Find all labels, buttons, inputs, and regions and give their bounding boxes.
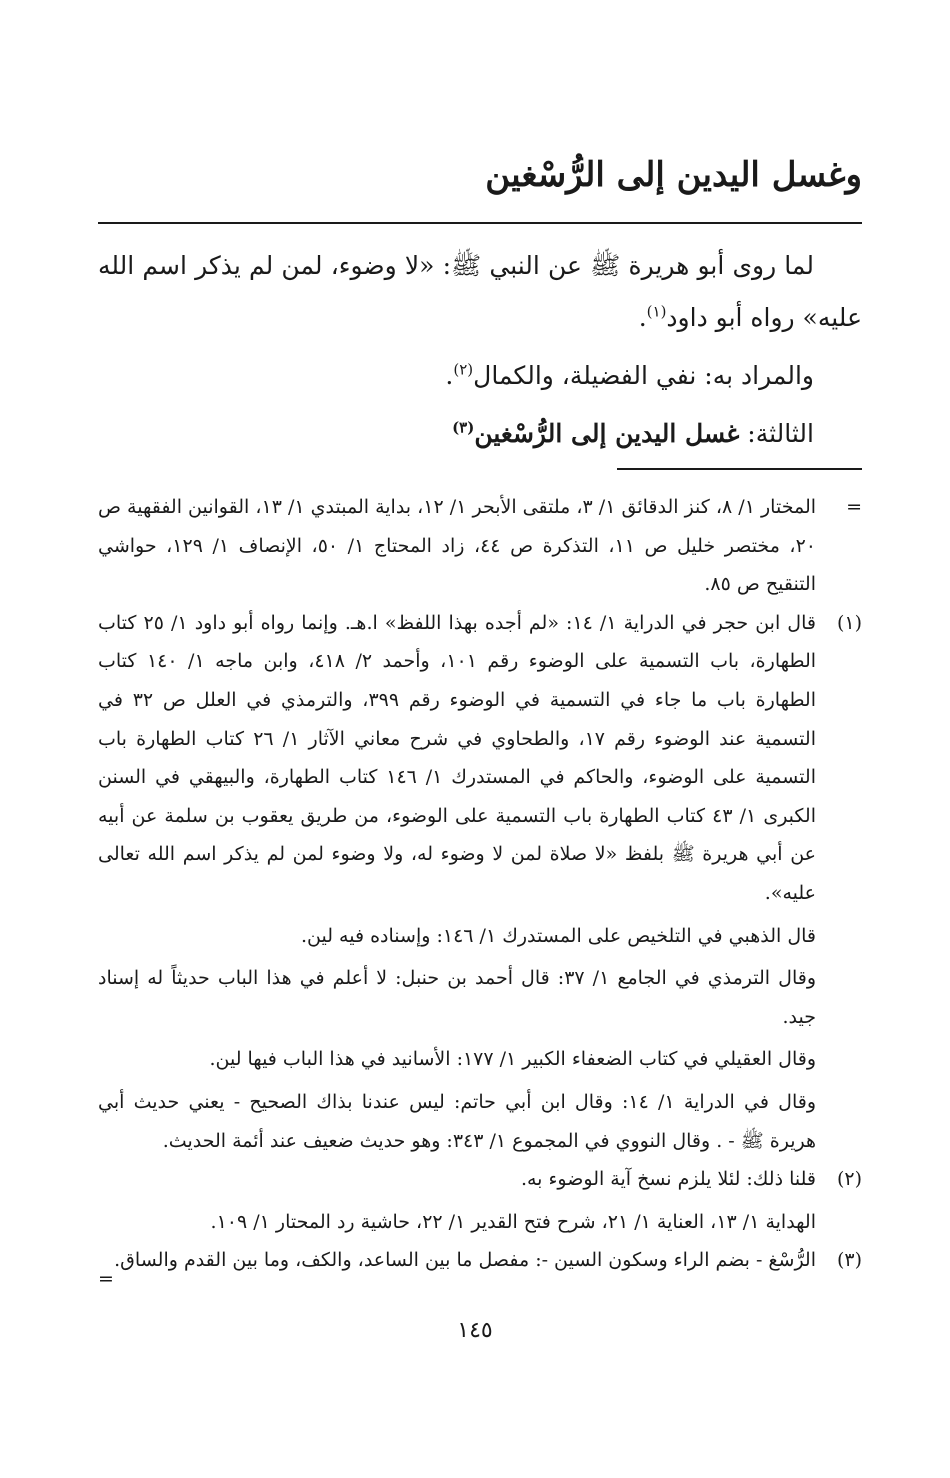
footnote-3-number: (٣) xyxy=(836,1249,862,1272)
footnote-3 xyxy=(98,1241,862,1280)
footnote-1-number: (١) xyxy=(836,611,862,634)
footnote-ref-3[interactable]: (٣) xyxy=(452,418,475,437)
footnote-ref-2[interactable]: (٢) xyxy=(453,360,474,379)
footnote-1-dirayah: وقال في الدراية ١/ ١٤: وقال ابن أبي حاتم: ليس عندنا بذاك الصحيح - يعني حديث أبي هريرة ﷺ - . وقال النووي في المجموع ١/ ٣٤٣: وهو حديث ضعيف عند أئمة الحديث. xyxy=(98,1090,816,1152)
section-ordinal: الثالثة: xyxy=(739,419,814,448)
footnote-separator xyxy=(617,468,862,470)
section-heading-third xyxy=(98,408,862,460)
footnote-2 xyxy=(98,1160,862,1241)
continuation-marker: = xyxy=(846,496,862,518)
footnote-2-text: قلنا ذلك: لئلا يلزم نسخ آية الوضوء به. xyxy=(520,1168,816,1191)
main-text xyxy=(98,240,862,466)
continues-next-page-marker: = xyxy=(98,1268,114,1290)
footnote-1-tirmidhi: وقال الترمذي في الجامع ١/ ٣٧: قال أحمد بن حنبل: لا أعلم في هذا الباب حديثاً له إسناد جيد. xyxy=(98,967,816,1028)
footnote-1-dhahabi: قال الذهبي في التلخيص على المستدرك ١/ ١٤٦: وإسناده فيه لين. xyxy=(300,924,816,947)
footnote-2-number: (٢) xyxy=(836,1168,862,1191)
footnote-3-text: الرُّسْغ - بضم الراء وسكون السين -: مفصل ما بين الساعد، والكف، وما بين القدم والساق. xyxy=(114,1249,816,1272)
page-number: ١٤٥ xyxy=(457,1318,493,1343)
footnote-2-sources: الهداية ١/ ١٣، العناية ١/ ٢١، شرح فتح القدير ١/ ٢٢، حاشية رد المحتار ١/ ١٠٩. xyxy=(210,1210,816,1233)
footnote-1 xyxy=(98,604,862,1160)
running-header-title: وغسل اليدين إلى الرُّسْغين xyxy=(485,155,862,195)
meaning-text: والمراد به: نفي الفضيلة، والكمال xyxy=(473,361,814,390)
footnotes-section xyxy=(98,488,862,1280)
hadith-text: لما روى أبو هريرة ﷺ عن النبي ﷺ: «لا وضوء، لمن لم يذكر اسم الله عليه» رواه أبو داود xyxy=(98,251,862,332)
main-paragraph-meaning: والمراد به: نفي الفضيلة، والكمال$^{(٢)}$. xyxy=(445,360,814,390)
footnote-1-uqayli: وقال العقيلي في كتاب الضعفاء الكبير ١/ ١٧٧: الأسانيد في هذا الباب فيها لين. xyxy=(209,1048,816,1071)
footnote-continuation-text: المختار ١/ ٨، كنز الدقائق ١/ ٣، ملتقى الأبحر ١/ ١٢، بداية المبتدي ١/ ١٣، القوانين الفقهية ص ٢٠، مختصر خليل ص ١١، التذكرة ص ٤٤، زاد المحتاج ١/ ٥٠، الإنصاف ١/ ١٢٩، حواشي التنقيح ص ٨٥. xyxy=(98,496,817,596)
header-rule xyxy=(98,222,862,224)
main-paragraph-hadith: لما روى أبو هريرة ﷺ عن النبي ﷺ: «لا وضوء، لمن لم يذكر اسم الله عليه» رواه أبو داود$^{(١)}$. xyxy=(98,251,862,332)
footnote-continuation xyxy=(98,488,862,604)
section-heading-text: غسل اليدين إلى الرُّسْغين xyxy=(474,419,740,448)
footnote-ref-1[interactable]: (١) xyxy=(646,302,667,321)
footnote-1-text: قال ابن حجر في الدراية ١/ ١٤: «لم أجده بهذا اللفظ» ا.هـ. وإنما رواه أبو داود ١/ ٢٥ كتاب الطهارة، باب التسمية على الوضوء رقم ١٠١، وأحمد ٢/ ٤١٨، وابن ماجه ١/ ١٤٠ كتاب الطهارة باب ما جاء في التسمية في الوضوء رقم ٣٩٩، والترمذي في العلل ص ٣٢ في التسمية عند الوضوء رقم ١٧، والطحاوي في شرح معاني الآثار ١/ ٢٦ كتاب الطهارة باب التسمية على الوضوء، والحاكم في المستدرك ١/ ١٤٦ كتاب الطهارة، والبيهقي في السنن الكبرى ١/ ٤٣ كتاب الطهارة باب التسمية على الوضوء، من طريق يعقوب بن سلمة عن أبيه عن أبي هريرة ﷺ بلفظ «لا صلاة لمن لا وضوء له، ولا وضوء لمن لم يذكر اسم الله تعالى عليه». xyxy=(98,611,817,904)
